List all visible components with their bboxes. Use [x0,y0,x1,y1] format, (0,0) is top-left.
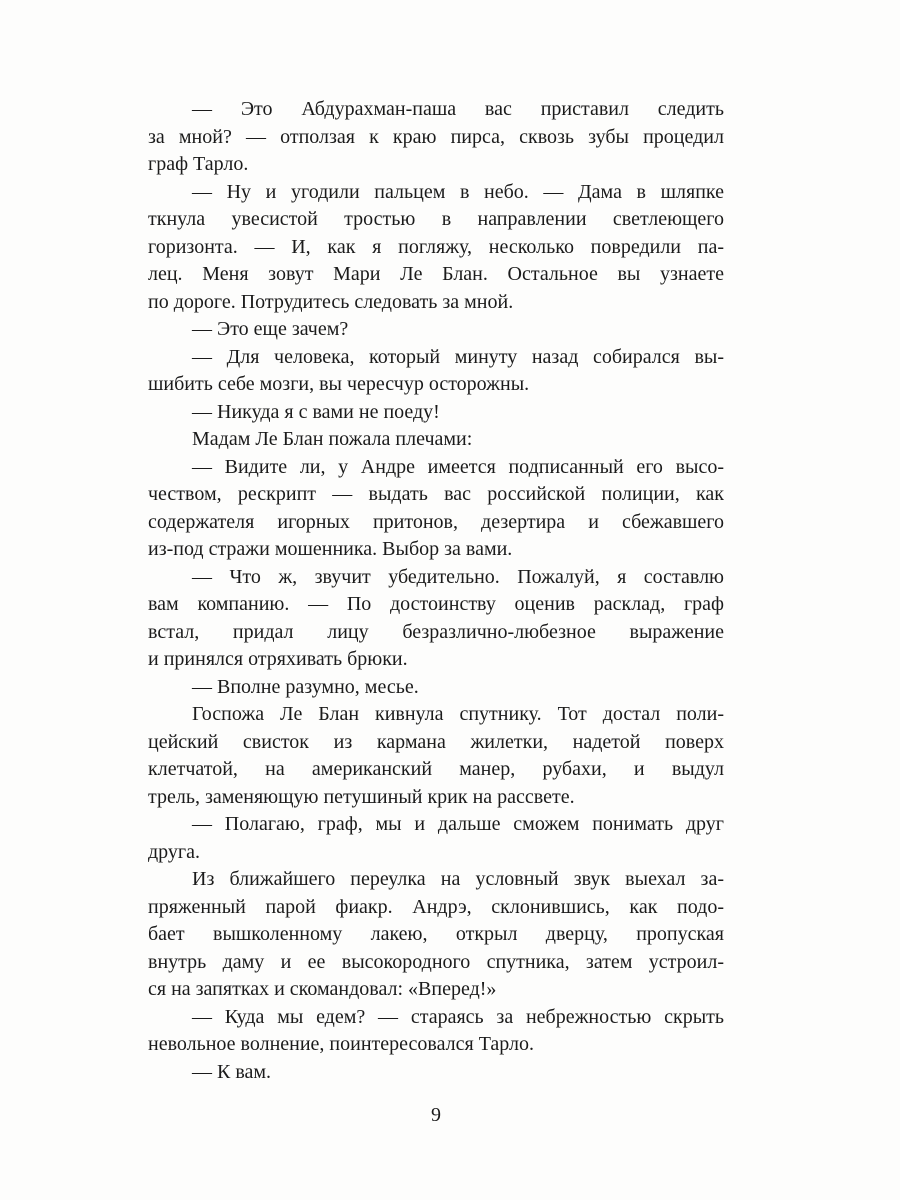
paragraph [148,454,724,564]
paragraph [148,1059,724,1087]
text-line: — Никуда я с вами не поеду! [192,400,440,423]
text-line: содержателя игорных притонов, дезертира и сбежавшего [148,510,724,533]
text-line: чеством, рескрипт — выдать вас российской полиции, как [148,483,724,505]
paragraph [148,674,724,702]
page-number: 9 [431,1104,441,1126]
paragraph [148,564,724,674]
text-line: — К вам. [192,1060,272,1083]
paragraph [148,426,724,454]
text-line: трель, заменяющую петушиный крик на рассвете. [148,785,575,808]
paragraph [148,701,724,811]
text-line: лец. Меня зовут Мари Ле Блан. Остальное вы узнаете [148,263,724,285]
text-line: друга. [148,840,200,863]
paragraph [148,866,724,1004]
text-line: за мной? — отползая к краю пирса, сквозь зубы процедил [148,125,724,148]
text-block [148,96,724,1086]
text-line: бает вышколенному лакею, открыл дверцу, пропуская [148,923,724,945]
text-line: и принялся отряхивать брюки. [148,648,408,670]
paragraph [148,344,724,399]
text-line: пряженный парой фиакр. Андрэ, склонившись, как подо- [148,895,724,918]
text-line: ткнула увесистой тростью в направлении светлеющего [148,208,724,230]
text-line: по дороге. Потрудитесь следовать за мной. [148,290,514,313]
text-line: — Куда мы едем? — стараясь за небрежностью скрыть [192,1005,724,1028]
text-line: ся на запятках и скомандовал: «Вперед!» [148,978,497,1000]
text-line: Из ближайшего переулка на условный звук выехал за- [192,868,724,890]
text-line: — Видите ли, у Андре имеется подписанный его высо- [192,455,724,478]
text-line: шибить себе мозги, вы чересчур осторожны. [148,373,530,395]
text-line: — Это Абдурахман-паша вас приставил следить [192,98,724,120]
text-line: — Что ж, звучит убедительно. Пожалуй, я составлю [192,565,724,588]
text-line: Мадам Ле Блан пожала плечами: [192,428,473,450]
paragraph [148,96,724,179]
text-line: — Полагаю, граф, мы и дальше сможем понимать друг [192,813,724,835]
paragraph [148,1004,724,1059]
text-line: клетчатой, на американский манер, рубахи, и выдул [148,758,724,780]
text-line: — Это еще зачем? [192,318,349,340]
paragraph [148,399,724,427]
text-line: Госпожа Ле Блан кивнула спутнику. Тот достал поли- [192,703,724,725]
paragraph [148,179,724,317]
text-line: — Для человека, который минуту назад собирался вы- [192,345,724,368]
text-line: — Вполне разумно, месье. [192,675,419,698]
text-line: граф Тарло. [148,153,249,175]
text-line: из-под стражи мошенника. Выбор за вами. [148,538,513,560]
text-line: внутрь даму и ее высокородного спутника, затем устроил- [148,950,724,973]
text-line: цейский свисток из кармана жилетки, надетой поверх [148,730,724,753]
paragraph [148,811,724,866]
text-line: горизонта. — И, как я погляжу, несколько повредили па- [148,235,724,258]
text-line: — Ну и угодили пальцем в небо. — Дама в шляпке [192,180,724,203]
text-line: невольное волнение, поинтересовался Тарло. [148,1033,535,1055]
text-line: встал, придал лицу безразлично-любезное выражение [148,620,724,643]
paragraph [148,316,724,344]
text-line: вам компанию. — По достоинству оценив расклад, граф [148,593,724,615]
